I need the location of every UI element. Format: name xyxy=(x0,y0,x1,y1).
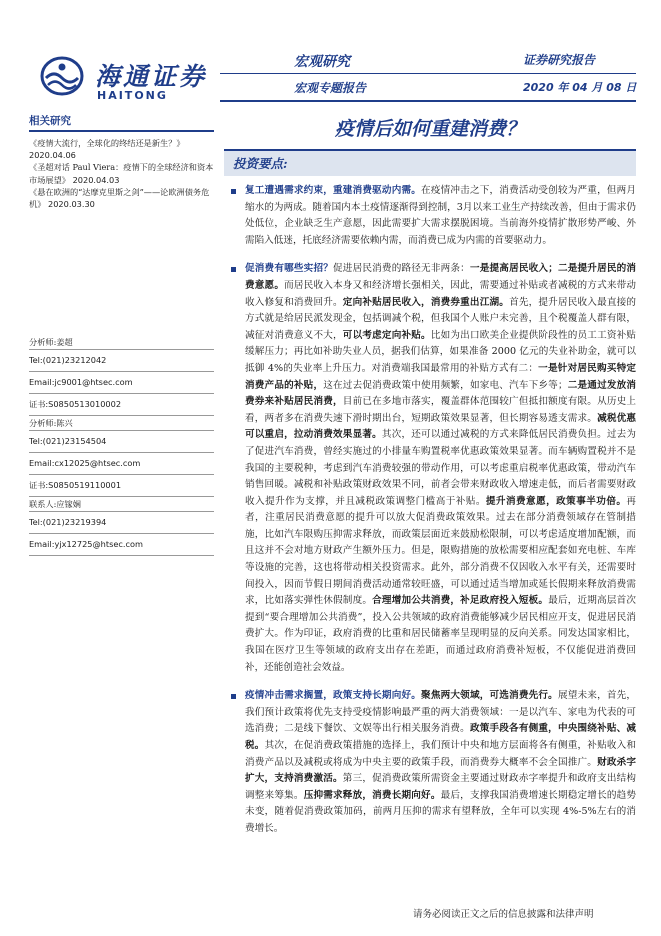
contact-name: 联系人:应镓娴 xyxy=(29,499,81,509)
analyst-email[interactable]: Email:cx12025@htsec.com xyxy=(29,458,141,468)
key-point-text: 最后，支撑我国消费增速长期稳定增长的趋势未变，随着促消费政策加码，前两月压抑的需求有望释放，全年可以实现 4%-5%左右的消费增长。 xyxy=(245,789,637,834)
report-series: 宏观专题报告 xyxy=(294,81,367,95)
related-report-item[interactable] xyxy=(29,186,214,210)
key-point-lead: 复工遭遇需求约束，重建消费驱动内需。 xyxy=(245,185,422,196)
key-point-emphasis: 提升消费意愿，政策事半功倍。 xyxy=(485,495,627,507)
analyst-name: 分析师:陈兴 xyxy=(29,418,73,428)
key-point-emphasis: 可以考虑定向补贴。 xyxy=(342,329,431,341)
report-date: 2020 年 04 月 08 日 xyxy=(523,81,637,94)
contact-card xyxy=(29,497,214,556)
key-point-emphasis: 二是通过发放消费券来补贴居民消费， xyxy=(245,379,637,408)
key-point-text: 促进居民消费的路径无非两条： xyxy=(333,263,470,275)
related-report-title: 《疫情大流行，全球化的终结还是新生？》 xyxy=(29,138,185,148)
key-point-text: 而居民收入本身又和经济增长强相关，因此，需要通过补贴或者减税的方式来带动收入修复和消费回升。 xyxy=(245,279,637,308)
key-point-text: 这在过去促消费政策中使用频繁，如家电、汽车下乡等； xyxy=(323,379,568,391)
key-point-text: 最后，近期高层首次提到“要合理增加公共消费”，投入公共领域的政府消费能够减少居民相应开支，促进居民消费扩大。作为印证，政府消费的比重和居民储蓄率呈现明显的反向关系。同发达国家相比，我国在医疗卫生等领域的政府支出存在差距，而通过政府消费补短板，不仅能促进消费回补，还能创造社会效益。 xyxy=(245,595,637,673)
related-report-title: 《悬在欧洲的“达摩克里斯之剑”——论欧洲债务危机》 xyxy=(29,186,210,210)
analyst-name: 分析师:姜超 xyxy=(29,337,73,347)
related-research-title: 相关研究 xyxy=(29,115,71,127)
key-point-paragraph xyxy=(224,688,636,837)
key-points-label: 投资要点: xyxy=(233,156,288,171)
related-report-item[interactable] xyxy=(29,161,214,185)
key-point-text: 再者，注重居民消费意愿的提升可以放大促消费政策效果。过去在部分消费领域存在管制措施，比如汽车限购压抑需求释放，而政策层面近来鼓励松限制，可以考虑适度增加配额，而且这并不会对地方财政产生额外压力。但是，限购措施的放松需要相应配套如充电桩、车库等设施的完善，这也将带动相关投资需求。此外，部分消费不仅因收入水平有关，还需要时间投入，因而节假日期间消费活动通常较旺盛，可以通过适当增加或延长假期来释放消费需求，比如落实弹性休假制度。 xyxy=(245,495,637,607)
haitong-logo-icon xyxy=(40,56,84,96)
analyst-tel: Tel:(021)23212042 xyxy=(29,355,107,365)
analyst-email[interactable]: Email:jc9001@htsec.com xyxy=(29,377,133,387)
contact-divider xyxy=(29,555,214,556)
key-point-text: 在疫情冲击之下，消费活动受创较为严重，但两月缩水的为两成。随着国内本土疫情逐渐得到控制，3月以来工业生产持续改善，但由于需求仍处低位，企业缺乏生产意愿，因此需要扩大需求摆脱困境。当前海外疫情扩散形势严峻、外需陷入低迷，托底经济需要依赖内需，而消费已成为内需的首要驱动力。 xyxy=(245,185,637,246)
related-report-date: 2020.04.03 xyxy=(72,174,120,185)
header-divider-lower xyxy=(220,100,636,102)
related-research-rule xyxy=(29,130,214,132)
related-report-date: 2020.03.30 xyxy=(48,199,95,210)
report-type: 证券研究报告 xyxy=(523,53,596,67)
key-point-paragraph xyxy=(224,261,636,676)
report-category: 宏观研究 xyxy=(294,54,350,70)
key-point-text: 展望未来，首先，我们预计政策将优先支持受疫情影响最严重的两大消费领域：一是以汽车、家电为代表的可选消费；二是线下餐饮、文娱等出行相关服务消费。 xyxy=(245,690,637,735)
key-point-text: 其次，还可以通过减税的方式来降低居民消费负担。过去为了促进汽车消费，曾经实施过的小排量车购置税率优惠政策效果显著。而车辆购置税并不是我国的主要税种，考虑到汽车消费较强的带动作用，可以考虑重启税率优惠政策，带动汽车销售回暖。减税和补贴政策财政效果不同，前者会带来财政收入增速走低，而后者需要财政收入提升作为支撑，并且减税政策调整门槛高于补贴。 xyxy=(245,429,637,507)
brand-name-cn: 海通证券 xyxy=(95,62,208,91)
key-point-text: 第三，促消费政策所需资金主要通过财政赤字率提升和政府支出结构调整来筹集。 xyxy=(245,773,636,801)
bullet-icon xyxy=(231,189,236,194)
analyst-cert: 证书:S0850513010002 xyxy=(29,399,122,409)
key-point-emphasis: 合理增加公共消费，补足政府投入短板。 xyxy=(372,595,549,607)
key-point-text: 首先，提升居民收入最直接的方式就是给居民派发现金，包括调减个税，但我国个人账户未完善，且个税覆盖人群有限，减征对消费意义不大， xyxy=(245,296,637,341)
analyst-tel: Tel:(021)23154504 xyxy=(29,436,107,446)
key-point-text: 其次，在促消费政策措施的选择上，我们预计中央和地方层面将各有侧重，补贴收入和消费产品以及减税或将成为中央主要的政策手段，而消费券大概率不会全国推广。 xyxy=(245,740,637,768)
key-points-body xyxy=(224,183,636,850)
key-point-emphasis: 政策手段各有侧重，中央围绕补贴、减税。 xyxy=(245,723,637,751)
key-point-paragraph xyxy=(224,183,636,249)
key-point-emphasis: 压抑需求释放，消费长期向好。 xyxy=(303,789,441,801)
contact-tel: Tel:(021)23219394 xyxy=(29,517,107,527)
related-report-date: 2020.04.06 xyxy=(29,150,76,161)
contact-email[interactable]: Email:yjx12725@htsec.com xyxy=(29,539,143,549)
brand-name-en: HAITONG xyxy=(97,89,168,102)
bullet-icon xyxy=(231,694,236,699)
key-point-emphasis: 减税优惠可以重启，拉动消费效果显著。 xyxy=(245,412,637,441)
analyst-card xyxy=(29,416,214,497)
key-point-lead: 疫情冲击需求搁置，政策支持长期向好。 xyxy=(245,690,422,702)
related-research-panel xyxy=(29,113,214,210)
analyst-cert: 证书:S0850519110001 xyxy=(29,480,122,490)
key-point-emphasis: 财政杀字扩大，支持消费激活。 xyxy=(245,756,637,785)
analyst-card xyxy=(29,335,214,416)
analyst-contacts xyxy=(29,335,214,556)
key-point-emphasis: 聚焦两大领域，可选消费先行。 xyxy=(421,690,558,702)
related-report-title: 《圣超对话 Paul Viera：疫情下的全球经济和资本市场展望》 xyxy=(29,162,214,185)
report-title: 疫情后如何重建消费？ xyxy=(334,118,525,140)
disclaimer-footer: 请务必阅读正文之后的信息披露和法律声明 xyxy=(413,909,594,920)
related-report-item[interactable] xyxy=(29,137,214,161)
key-point-text: 比如为出口欧美企业提供阶段性的员工工资补贴缓解压力；再比如补助失业人员，据我们估算，如果准备 2000 亿元的失业补助金，就可以抵御 4%的失业率上升压力。对消费端我国最常用的补贴方式有二： xyxy=(245,329,637,374)
header-divider-upper xyxy=(220,73,636,74)
key-point-text: 目前已在多地市落实，覆盖群体范围较广但抵扣额度有限。从历史上看，两者多在消费失速下滑时期出台，短期政策效果显著，但长期容易透支需求。 xyxy=(245,396,636,424)
key-point-emphasis: 一是针对居民购买特定消费产品的补贴， xyxy=(245,362,636,391)
bullet-icon xyxy=(231,267,236,272)
key-point-lead: 促消费有哪些实招？ xyxy=(245,263,334,275)
key-point-emphasis: 定向补贴居民收入，消费券重出江湖。 xyxy=(342,296,510,308)
key-point-emphasis: 一是提高居民收入；二是提升居民的消费意愿。 xyxy=(245,263,637,291)
